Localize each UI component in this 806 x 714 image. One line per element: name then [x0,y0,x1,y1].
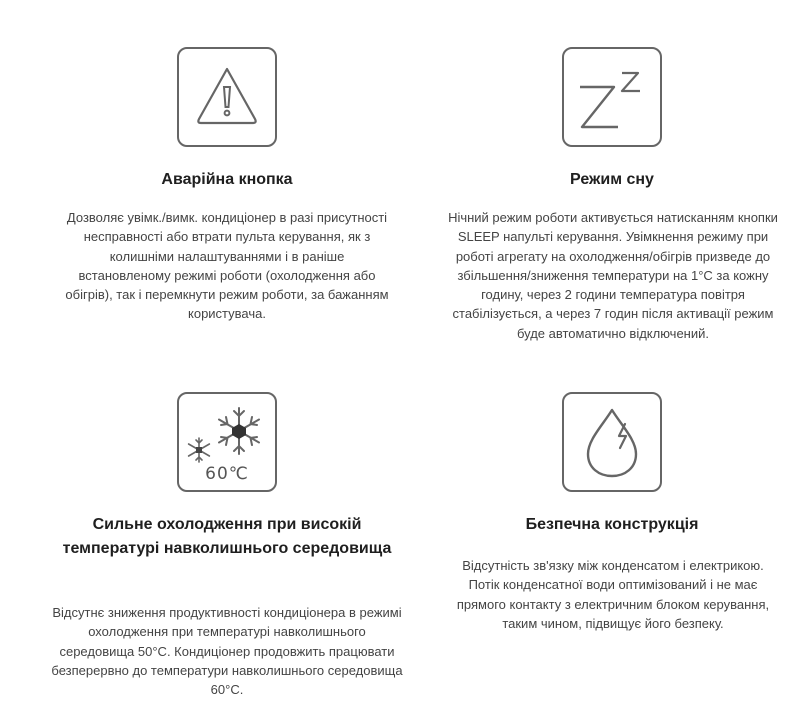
warning-triangle-icon [177,47,277,147]
feature-title: Режим сну [570,171,654,188]
feature-title: Сильне охолодження при високій температурі навколишнього середовища [62,516,392,557]
sleep-zz-icon [562,47,662,147]
temperature-label: 60℃ [205,464,249,484]
feature-description: Дозволяє увімк./вимк. кондиціонер в разі присутності несправності або втрати пульта керування, як з колишніми налаштуваннями і в раніше встановленому режимі роботи (охолодження або обігрів), так і перемкнути режим роботи, за бажанням користувача. [65,210,389,322]
feature-title: Аварійна кнопка [161,171,293,188]
feature-description: Нічний режим роботи активується натисканням кнопки SLEEP напульті керування. Увімкнення режиму при роботі агрегату на охолодження/обігрів призведе до збільшення/зниження температури на 1°С за кожну годину, через 2 години температура повітря стабілізується, а через 7 годин після активації режим буде автоматично відключений. [448,210,778,341]
snowflake-icon [177,392,277,492]
feature-title: Безпечна конструкція [525,516,699,533]
feature-description: Відсутність зв'язку між конденсатом і електрикою. Потік конденсатної води оптимізований і не має прямого контакту з електричним блоком керування, таким чином, підвищує його безпеку. [456,558,770,631]
water-drop-lightning-icon [562,392,662,492]
feature-description: Відсутнє зниження продуктивності кондиціонера в режимі охолодження при температурі навколишнього середовища 50°С. Кондиціонер продовжить працювати безперервно до температури навколишнього середовища 60°С. [51,605,403,698]
